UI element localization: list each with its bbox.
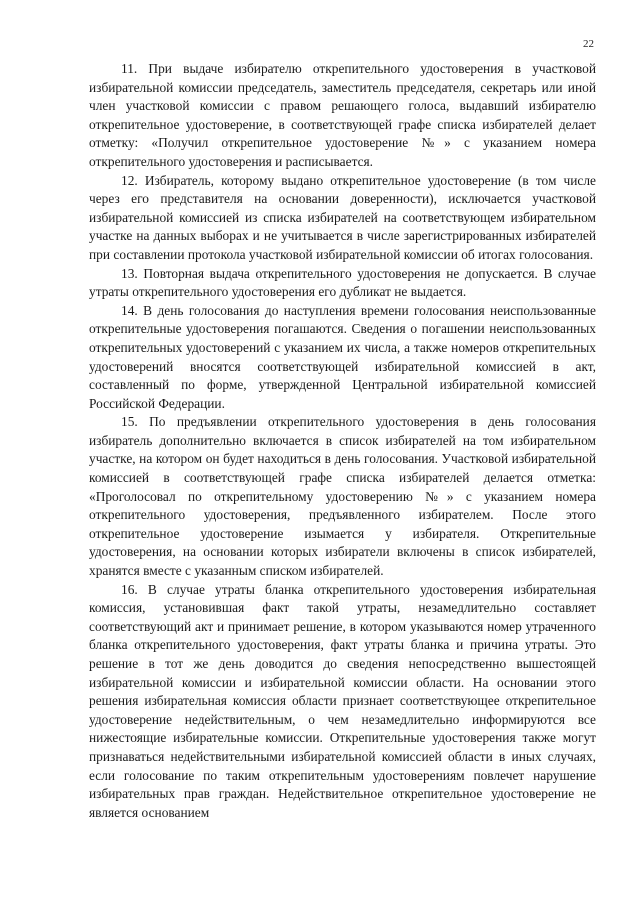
paragraph-12: 12. Избиратель, которому выдано открепительное удостоверение (в том числе через его представителя на основании доверенности), исключается участковой избирательной комиссией из списка избирателей на соответствующем избирательном участке на данных выборах и не учитывается в числе зарегистрированных избирателей при составлении протокола участковой избирательной комиссии об итогах голосования.	[89, 172, 596, 262]
paragraph-13: 13. Повторная выдача открепительного удостоверения не допускается. В случае утраты открепительного удостоверения его дубликат не выдается.	[89, 265, 596, 300]
paragraph-11: 11. При выдаче избирателю открепительного удостоверения в участковой избирательной комиссии председатель, заместитель председателя, секретарь или иной член участковой комиссии с правом решающего голоса, выдавший избирателю открепительное удостоверение, в соответствующей графе списка избирателей делает отметку: «Получил открепительное удостоверение №» с указанием номера открепительного удостоверения и расписывается.	[89, 61, 596, 169]
paragraph-14: 14. В день голосования до наступления времени голосования неиспользованные открепительные удостоверения погашаются. Сведения о погашении неиспользованных открепительных удостоверений с указанием их числа, а также номеров открепительных удостоверений вносятся соответствующей избирательной комиссией в акт, составленный по форме, утвержденной Центральной избирательной комиссией Российской Федерации.	[89, 302, 596, 411]
paragraph-15: 15. По предъявлении открепительного удостоверения в день голосования избиратель дополнительно включается в список избирателей на том избирательном участке, на котором он будет находиться в день голосования. Участковой избирательной комиссией в соответствующей графе списка избирателей делается отметка: «Проголосовал по открепительному удостоверению №» с указанием номера открепительного удостоверения, предъявленного избирателем. После этого открепительное удостоверение изымается у избирателя. Открепительные удостоверения, на основании которых избиратели включены в список избирателей, хранятся вместе с указанным списком избирателей.	[89, 414, 596, 579]
paragraph-16: 16. В случае утраты бланка открепительного удостоверения избирательная комиссия, установившая факт такой утраты, незамедлительно составляет соответствующий акт и принимает решение, в котором указываются номер утраченного бланка открепительного удостоверения, факт утраты бланка и причина утраты. Это решение в тот же день доводится до сведения непосредственно вышестоящей избирательной комиссии и избирательной комиссии области. На основании этого решения избирательная комиссия области признает соответствующее открепительное удостоверение недействительным, о чем незамедлительно информируются все нижестоящие избирательные комиссии. Открепительные удостоверения также могут признаваться недействительными избирательной комиссией области в иных случаях, если голосование по таким открепительным удостоверениям повлечет нарушение избирательных прав граждан. Недействительное открепительное удостоверение не является основанием	[89, 581, 596, 820]
document-body	[89, 60, 596, 822]
page-number: 22	[583, 38, 594, 50]
